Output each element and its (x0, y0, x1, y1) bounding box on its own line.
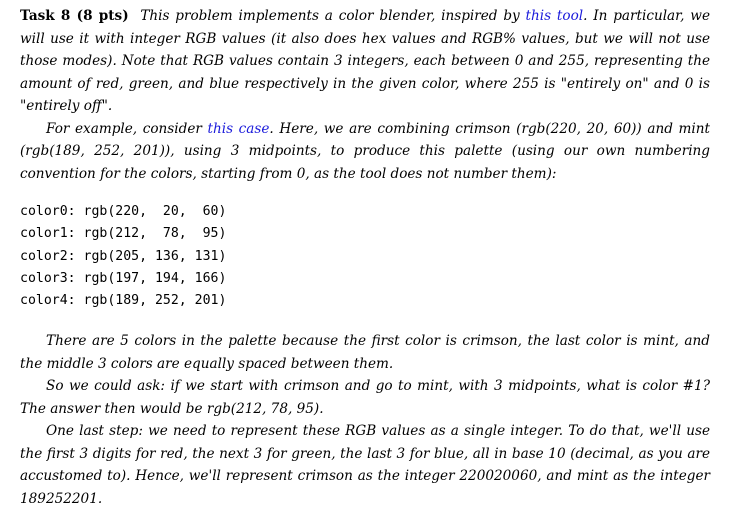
task-intro-text-end: . In particular, we will use it with integer RGB values (it also does hex values and RGB% values, but we will not use those modes). Note that RGB values contain 3 integers, each between 0 and 255, representing the amount of red, green, and blue respectively in the given color, where 255 is "entirely on" and 0 is "entirely off". (20, 8, 710, 114)
example-text-start: For example, consider (46, 120, 208, 137)
question-paragraph: So we could ask: if we start with crimson and go to mint, with 3 midpoints, what is color #1? The answer then would be rgb(212, 78, 95). (20, 378, 710, 417)
five-colors-paragraph: There are 5 colors in the palette because the first color is crimson, the last color is mint, and the middle 3 colors are equally spaced between them. (20, 333, 710, 372)
example-text-end: . Here, we are combining crimson (rgb(220, 20, 60)) and mint (rgb(189, 252, 201)), using 3 midpoints, to produce this palette (using our own numbering convention for the colors, starting from 0, as the tool does not number them): (20, 120, 711, 182)
task-intro-paragraph (20, 5, 710, 118)
last-step-paragraph: One last step: we need to represent these RGB values as a single integer. To do that, we'll use the first 3 digits for red, the next 3 for green, the last 3 for blue, all in base 10 (decimal, as you are accustomed to). Hence, we'll represent crimson as the integer 220020060, and mint as the integer 189252201. (20, 423, 710, 507)
palette-line-color0: color0: rgb(220, 20, 60) (20, 204, 227, 219)
case-link[interactable]: this case (207, 120, 270, 137)
task-intro-text-start: This problem implements a color blender, inspired by (140, 8, 526, 24)
document-body (20, 5, 710, 510)
example-paragraph (20, 118, 710, 186)
tool-link[interactable]: this tool (525, 8, 584, 24)
palette-line-color1: color1: rgb(212, 78, 95) (20, 226, 227, 242)
task-heading: Task 8 (8 pts) (20, 8, 129, 24)
palette-line-color3: color3: rgb(197, 194, 166) (20, 270, 227, 286)
palette-line-color2: color2: rgb(205, 136, 131) (20, 248, 227, 264)
palette-line-color4: color4: rgb(189, 252, 201) (20, 293, 227, 309)
palette-code-block (20, 201, 710, 312)
